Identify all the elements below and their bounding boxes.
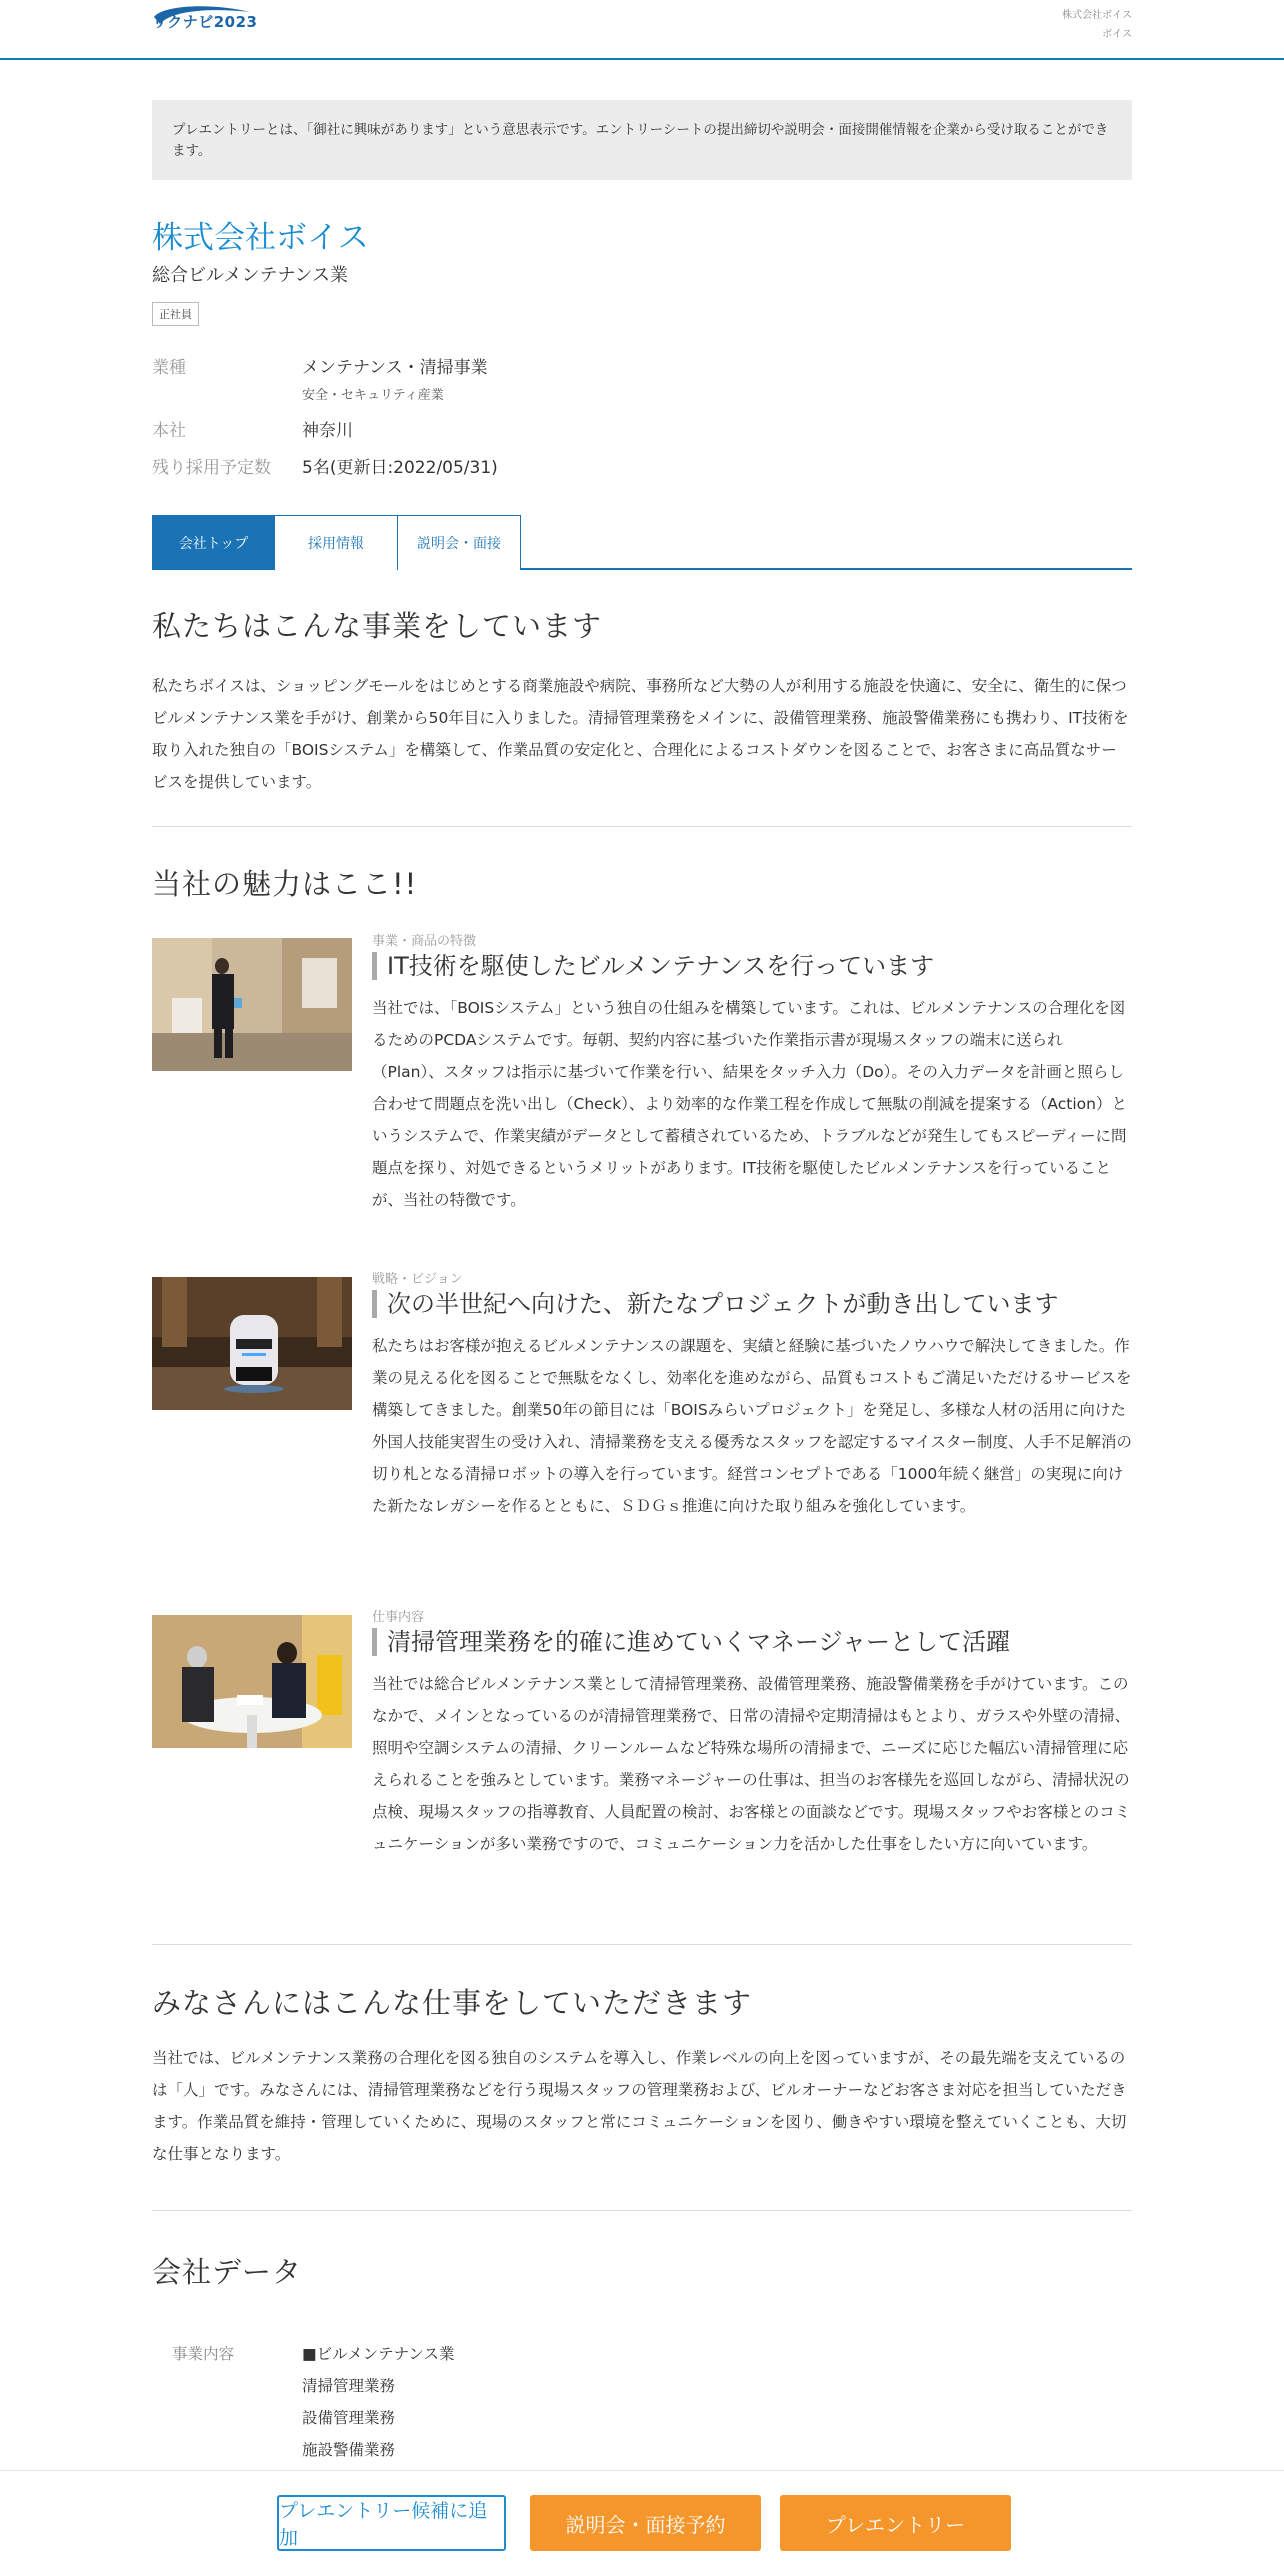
business-content-item: 清掃管理業務 [302, 2377, 396, 2395]
appeal-category-3: 仕事内容 [372, 1610, 425, 1625]
company-name: 株式会社ボイス [152, 220, 369, 256]
appeal-title-3: 清掃管理業務を的確に進めていくマネージャーとして活躍 [372, 1628, 1010, 1656]
company-industry: 総合ビルメンテナンス業 [152, 265, 349, 286]
info-row-remaining [152, 453, 498, 478]
seminar-interview-reservation-button[interactable]: 説明会・面接予約 [530, 2495, 761, 2551]
employment-type-badge: 正社員 [152, 302, 199, 326]
business-content-item: 施設警備業務 [302, 2441, 396, 2459]
industry-sub-value: 安全・セキュリティ産業 [302, 388, 444, 403]
pre-entry-notice: プレエントリーとは、「御社に興味があります」という意思表示です。エントリーシートの提出締切や説明会・面接開催情報を企業から受け取ることができます。 [152, 100, 1132, 180]
header-company-sub: ボイス [1102, 29, 1132, 40]
tab-recruitment-info[interactable]: 採用情報 [275, 515, 398, 570]
rikunabi-logo[interactable] [152, 2, 257, 32]
industry-value: メンテナンス・清掃事業 [302, 358, 488, 378]
logo-text: リクナビ2023 [152, 12, 258, 31]
bottom-action-bar [0, 2470, 1284, 2568]
appeal-title-2: 次の半世紀へ向けた、新たなプロジェクトが動き出しています [372, 1290, 1059, 1318]
header-company-name: 株式会社ボイス [1062, 10, 1132, 21]
appeal-category-1: 事業・商品の特徴 [372, 934, 477, 949]
page-tabs [152, 515, 1132, 570]
appeal-text-1: 当社では、「BOISシステム」という独自の仕組みを構築しています。これは、ビルメンテナンスの合理化を図るためのPCDAシステムです。毎朝、契約内容に基づいた作業指示書が現場スタッフの端末に送られ（Plan）、スタッフは指示に基づいて作業を行い、結果をタッチ入力（Do）。その入力データを計画と照らし合わせて問題点を洗い出し（Check）、より効率的な作業工程を作成して無駄の削減を提案する（Action）というシステムで、作業実績がデータとして蓄積されているため、トラブルなどが発生してもスピーディーに問題点を探り、対処できるというメリットがあります。IT技術を駆使したビルメンテナンスを行っていることが、当社の特徴です。 [372, 999, 1127, 1209]
header-company-info [1062, 6, 1132, 44]
company-data-row-business [152, 2338, 454, 2466]
business-content-label: 事業内容 [172, 2345, 235, 2363]
business-content-item: ■ビルメンテナンス業 [302, 2345, 455, 2363]
remaining-value: 5名(更新日:2022/05/31) [302, 458, 498, 478]
pre-entry-button[interactable]: プレエントリー [780, 2495, 1011, 2551]
appeal-title-1: IT技術を駆使したビルメンテナンスを行っています [372, 952, 934, 980]
business-content-item: 設備管理業務 [302, 2409, 396, 2427]
site-header [0, 0, 1284, 60]
tab-company-top[interactable]: 会社トップ [152, 515, 275, 570]
hq-value: 神奈川 [302, 421, 353, 441]
remaining-label: 残り採用予定数 [152, 458, 271, 478]
work-section-title: みなさんにはこんな仕事をしていただきます [152, 1986, 753, 2020]
section-divider [152, 1944, 1132, 1945]
work-section-text: 当社では、ビルメンテナンス業務の合理化を図る独自のシステムを導入し、作業レベルの向上を図っていますが、その最先端を支えているのは「人」です。みなさんには、清掃管理業務などを行う現場スタッフの管理業務および、ビルオーナーなどお客さま対応を担当していただきます。作業品質を維持・管理していくために、現場のスタッフと常にコミュニケーションを図り、働きやすい環境を整えていくことも、大切な仕事となります。 [152, 2049, 1127, 2163]
info-row-industry [152, 353, 488, 403]
info-row-hq [152, 416, 353, 441]
appeal-text-3: 当社では総合ビルメンテナンス業として清掃管理業務、設備管理業務、施設警備業務を手がけています。このなかで、メインとなっているのが清掃管理業務で、日常の清掃や定期清掃はもとより、ガラスや外壁の清掃、照明や空調システムの清掃、クリーンルームなど特殊な場所の清掃まで、ニーズに応じた幅広い清掃管理に応えられることを強みとしています。業務マネージャーの仕事は、担当のお客様先を巡回しながら、清掃状況の点検、現場スタッフの指導教育、人員配置の検討、お客様との面談などです。現場スタッフやお客様とのコミュニケーションが多い業務ですので、コミュニケーション力を活かした仕事をしたい方に向いています。 [372, 1675, 1131, 1853]
appeal-section-title: 当社の魅力はここ!! [152, 867, 418, 901]
section-divider [152, 826, 1132, 827]
business-content-values [302, 2338, 454, 2466]
business-section-title: 私たちはこんな事業をしています [152, 609, 603, 643]
appeal-image-3 [152, 1615, 352, 1748]
industry-label: 業種 [152, 358, 186, 378]
hq-label: 本社 [152, 421, 186, 441]
company-data-title: 会社データ [152, 2255, 303, 2289]
appeal-text-2: 私たちはお客様が抱えるビルメンテナンスの課題を、実績と経験に基づいたノウハウで解決してきました。作業の見える化を図ることで無駄をなくし、効率化を進めながら、品質もコストもご満足いただけるサービスを構築してきました。創業50年の節目には「BOISみらいプロジェクト」を発足し、多様な人材の活用に向けた外国人技能実習生の受け入れ、清掃業務を支える優秀なスタッフを認定するマイスター制度、人手不足解消の切り札となる清掃ロボットの導入を行っています。経営コンセプトである「1000年続く継営」の実現に向けた新たなレガシーを作るとともに、ＳＤＧｓ推進に向けた取り組みを強化しています。 [372, 1337, 1132, 1515]
appeal-category-2: 戦略・ビジョン [372, 1272, 463, 1287]
section-divider [152, 2210, 1132, 2211]
appeal-image-2 [152, 1277, 352, 1410]
appeal-image-1 [152, 938, 352, 1071]
business-section-text: 私たちボイスは、ショッピングモールをはじめとする商業施設や病院、事務所など大勢の人が利用する施設を快適に、安全に、衛生的に保つビルメンテナンス業を手がけ、創業から50年目に入りました。清掃管理業務をメインに、設備管理業務、施設警備業務にも携わり、IT技術を取り入れた独自の「BOISシステム」を構築して、作業品質の安定化と、合理化によるコストダウンを図ることで、お客さまに高品質なサービスを提供しています。 [152, 677, 1129, 791]
add-pre-entry-candidate-button[interactable]: プレエントリー候補に追加 [277, 2495, 506, 2551]
tab-seminar-interview[interactable]: 説明会・面接 [398, 515, 521, 570]
